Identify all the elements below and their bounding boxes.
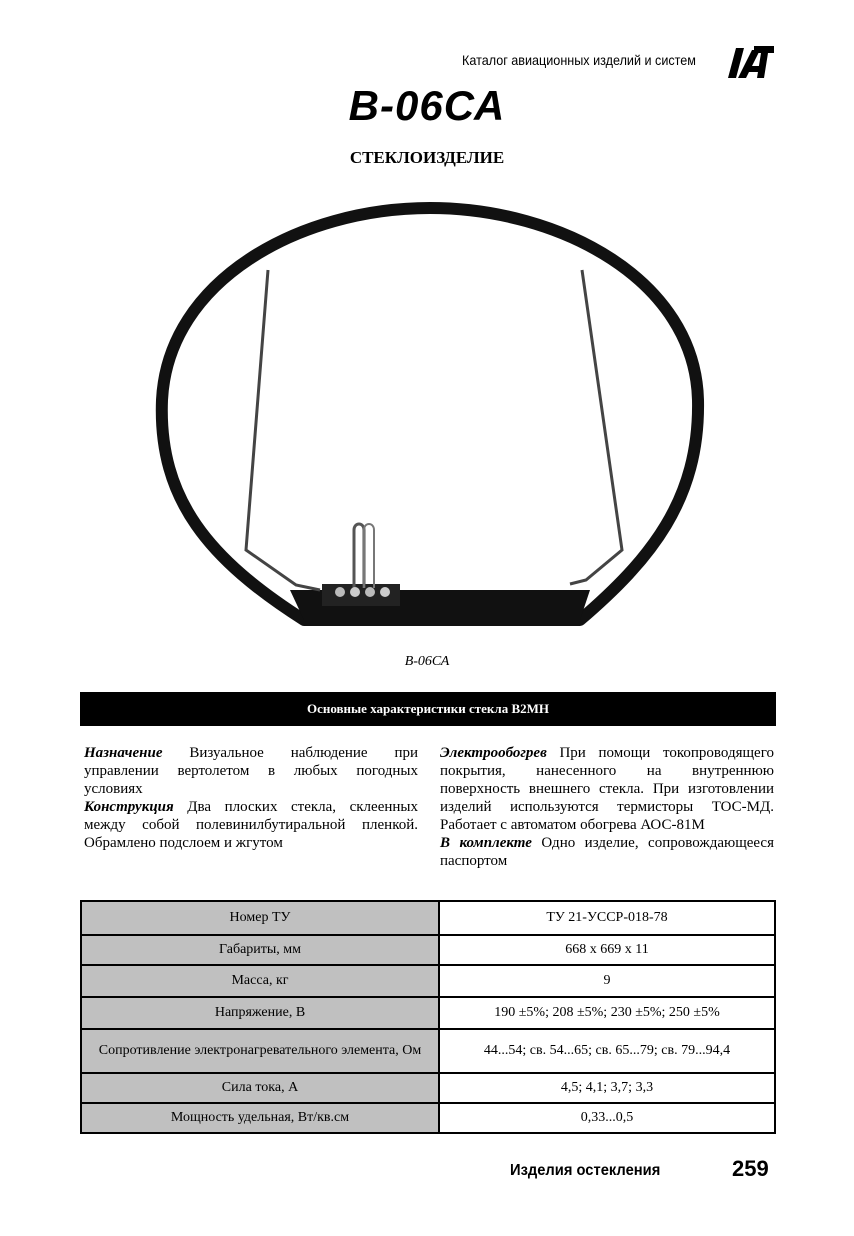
spec-value: 0,33...0,5 bbox=[439, 1103, 775, 1133]
heating-text: При помощи токопроводящего покрытия, нанесенного на внутреннюю поверхность внешнего стекла. При изготовлении изделий используются термисторы ТОС-МД. Работает с автоматом обогрева АОС-81М bbox=[440, 745, 774, 833]
spec-value: ТУ 21-УССР-018-78 bbox=[439, 901, 775, 935]
spec-value: 9 bbox=[439, 965, 775, 997]
spec-key: Мощность удельная, Вт/кв.см bbox=[81, 1103, 439, 1133]
catalog-title: Каталог авиационных изделий и систем bbox=[462, 52, 696, 68]
photo-caption: В-06СА bbox=[404, 654, 450, 669]
spec-value: 4,5; 4,1; 3,7; 3,3 bbox=[439, 1073, 775, 1103]
purpose-paragraph bbox=[84, 744, 418, 798]
product-photo bbox=[150, 200, 710, 640]
spec-key: Сопротивление электронагревательного элемента, Ом bbox=[81, 1029, 439, 1073]
spec-value: 190 ±5%; 208 ±5%; 230 ±5%; 250 ±5% bbox=[439, 997, 775, 1029]
table-row bbox=[81, 1103, 775, 1133]
table-row bbox=[81, 965, 775, 997]
spec-key: Масса, кг bbox=[81, 965, 439, 997]
kit-label: В комплекте bbox=[440, 835, 532, 851]
section-heading: Основные характеристики стекла В2МН bbox=[80, 692, 776, 726]
description-left bbox=[84, 744, 418, 852]
heating-label: Электрообогрев bbox=[440, 745, 547, 761]
page-number: 259 bbox=[732, 1156, 769, 1181]
kit-text: Одно изделие, сопровождающееся паспортом bbox=[440, 835, 774, 869]
footer-section-label: Изделия остекления bbox=[510, 1162, 661, 1179]
product-title: В-06СА bbox=[348, 82, 506, 129]
specs-table bbox=[80, 900, 776, 1134]
construction-paragraph bbox=[84, 798, 418, 852]
table-row bbox=[81, 997, 775, 1029]
purpose-label: Назначение bbox=[84, 745, 163, 761]
spec-key: Сила тока, А bbox=[81, 1073, 439, 1103]
spec-key: Номер ТУ bbox=[81, 901, 439, 935]
table-row bbox=[81, 901, 775, 935]
product-subtitle: СТЕКЛОИЗДЕЛИЕ bbox=[349, 148, 505, 167]
heating-paragraph bbox=[440, 744, 774, 834]
company-logo bbox=[724, 44, 774, 80]
table-row bbox=[81, 1029, 775, 1073]
spec-value: 44...54; св. 54...65; св. 65...79; св. 79...94,4 bbox=[439, 1029, 775, 1073]
kit-paragraph bbox=[440, 834, 774, 870]
spec-value: 668 х 669 х 11 bbox=[439, 935, 775, 965]
purpose-text: Визуальное наблюдение при управлении вертолетом в любых погодных условиях bbox=[84, 745, 418, 797]
construction-text: Два плоских стекла, склеенных между собой полевинилбутиральной пленкой. Обрамлено подслоем и жгутом bbox=[84, 799, 418, 851]
construction-label: Конструкция bbox=[84, 799, 174, 815]
spec-key: Габариты, мм bbox=[81, 935, 439, 965]
description-right bbox=[440, 744, 774, 870]
table-row bbox=[81, 1073, 775, 1103]
spec-key: Напряжение, В bbox=[81, 997, 439, 1029]
table-row bbox=[81, 935, 775, 965]
